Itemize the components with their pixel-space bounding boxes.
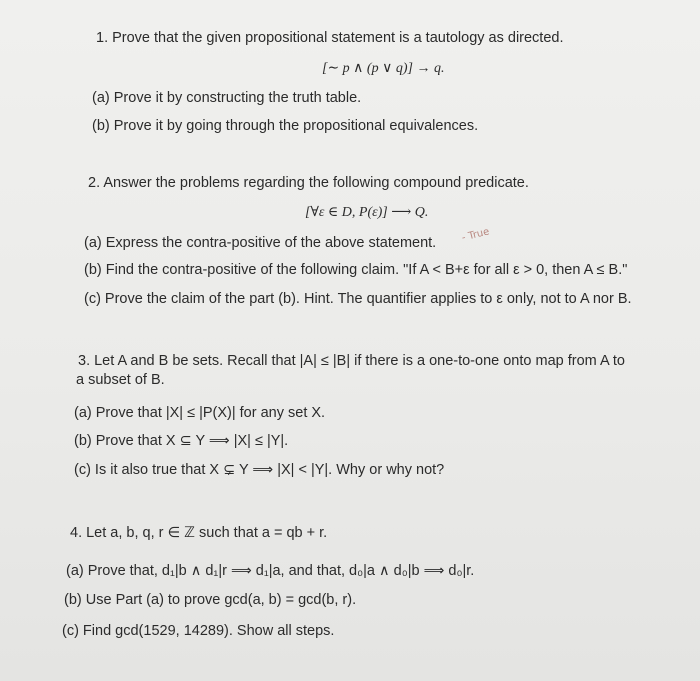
problem-2-part-c: (c) Prove the claim of the part (b). Hint. The quantifier applies to ε only, not to A nor B. [84, 291, 632, 307]
problem-3-part-b: (b) Prove that X ⊆ Y ⟹ |X| ≤ |Y|. [74, 433, 289, 449]
problem-2-formula: [∀ε ∈ D, P(ε)] ⟶ Q. [305, 205, 429, 220]
handwritten-note: - True [460, 226, 491, 244]
problem-1-stem: 1. Prove that the given propositional statement is a tautology as directed. [96, 30, 564, 46]
problem-4-part-a: (a) Prove that, d₁|b ∧ d₁|r ⟹ d₁|a, and that, d₀|a ∧ d₀|b ⟹ d₀|r. [66, 563, 475, 579]
problem-1-formula: [∼ p ∧ (p ∨ q)] → q. [322, 61, 445, 76]
problem-1-part-b: (b) Prove it by going through the propositional equivalences. [92, 118, 479, 134]
problem-2-part-b: (b) Find the contra-positive of the following claim. "If A < B+ε for all ε > 0, then A ≤ B." [84, 262, 628, 278]
problem-1-part-a: (a) Prove it by constructing the truth table. [92, 90, 362, 106]
problem-2-stem: 2. Answer the problems regarding the following compound predicate. [88, 175, 529, 191]
problem-3-part-c: (c) Is it also true that X ⊊ Y ⟹ |X| < |Y|. Why or why not? [74, 462, 445, 478]
problem-4-part-c: (c) Find gcd(1529, 14289). Show all steps. [62, 623, 335, 639]
problem-3-stem-line1: 3. Let A and B be sets. Recall that |A| ≤ |B| if there is a one-to-one onto map from A to [78, 353, 625, 369]
problem-3-part-a: (a) Prove that |X| ≤ |P(X)| for any set X. [74, 405, 326, 421]
problem-4-part-b: (b) Use Part (a) to prove gcd(a, b) = gcd(b, r). [64, 592, 357, 608]
problem-2-part-a: (a) Express the contra-positive of the above statement. [84, 235, 437, 251]
problem-3-stem-line2: a subset of B. [76, 372, 165, 388]
problem-4-stem: 4. Let a, b, q, r ∈ ℤ such that a = qb + r. [70, 525, 328, 541]
